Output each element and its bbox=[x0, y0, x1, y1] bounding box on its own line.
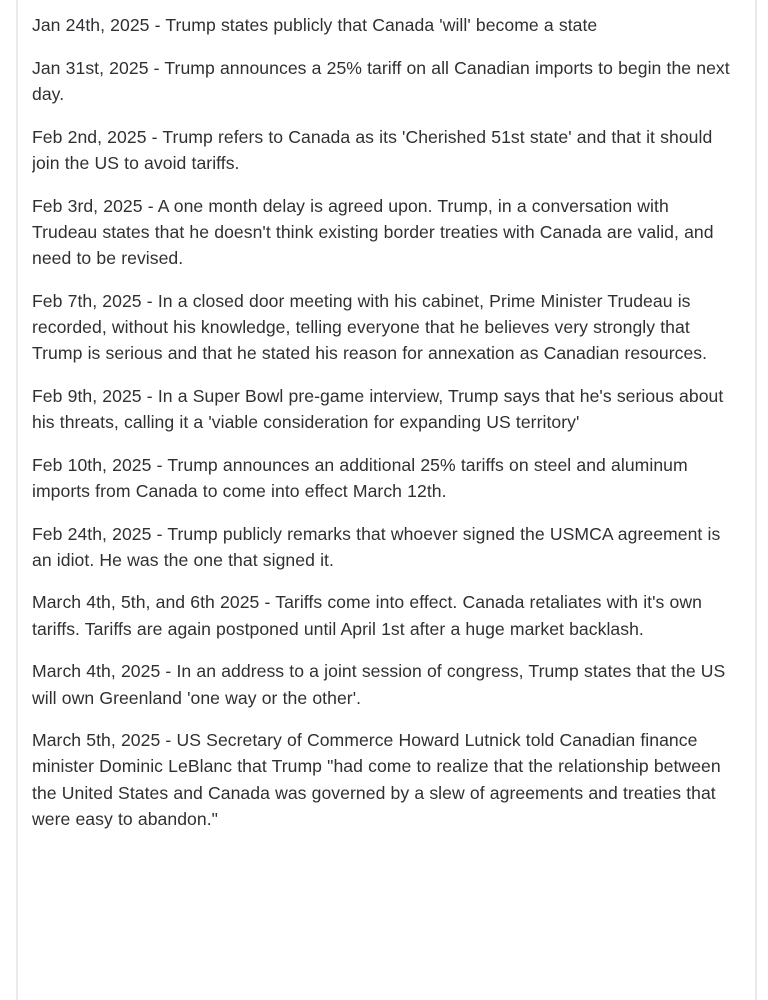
timeline-entry: Feb 3rd, 2025 - A one month delay is agreed upon. Trump, in a conversation with Trudeau states that he doesn't think existing border treaties with Canada are valid, and need to be revised. bbox=[32, 195, 714, 268]
timeline-entry: March 5th, 2025 - US Secretary of Commerce Howard Lutnick told Canadian finance minister Dominic LeBlanc that Trump "had come to realize that the relationship between the United States and Canada was governed by a slew of agreements and treaties that were easy to abandon." bbox=[32, 730, 721, 829]
right-margin-rule bbox=[755, 0, 757, 1000]
left-margin-rule bbox=[16, 0, 18, 1000]
timeline-entry: Feb 24th, 2025 - Trump publicly remarks that whoever signed the USMCA agreement is an idiot. He was the one that signed it. bbox=[32, 523, 721, 570]
timeline-entry: Feb 7th, 2025 - In a closed door meeting with his cabinet, Prime Minister Trudeau is recorded, without his knowledge, telling everyone that he believes very strongly that Trump is serious and that he stated his reason for annexation as Canadian resources. bbox=[32, 290, 708, 364]
timeline-entry-list bbox=[32, 12, 732, 1000]
timeline-entry: Feb 10th, 2025 - Trump announces an additional 25% tariffs on steel and aluminum imports from Canada to come into effect March 12th. bbox=[32, 454, 688, 501]
timeline-entry: Jan 24th, 2025 - Trump states publicly that Canada 'will' become a state bbox=[32, 15, 598, 35]
timeline-entry: March 4th, 2025 - In an address to a joint session of congress, Trump states that the US will own Greenland 'one way or the other'. bbox=[32, 661, 726, 708]
timeline-entry: Jan 31st, 2025 - Trump announces a 25% tariff on all Canadian imports to begin the next day. bbox=[32, 57, 730, 104]
timeline-entry: Feb 9th, 2025 - In a Super Bowl pre-game interview, Trump says that he's serious about his threats, calling it a 'viable consideration for expanding US territory' bbox=[32, 385, 724, 432]
timeline-entry: Feb 2nd, 2025 - Trump refers to Canada as its 'Cherished 51st state' and that it should join the US to avoid tariffs. bbox=[32, 126, 713, 173]
timeline-entry: March 4th, 5th, and 6th 2025 - Tariffs come into effect. Canada retaliates with it's own tariffs. Tariffs are again postponed until April 1st after a huge market backlash. bbox=[32, 592, 702, 639]
